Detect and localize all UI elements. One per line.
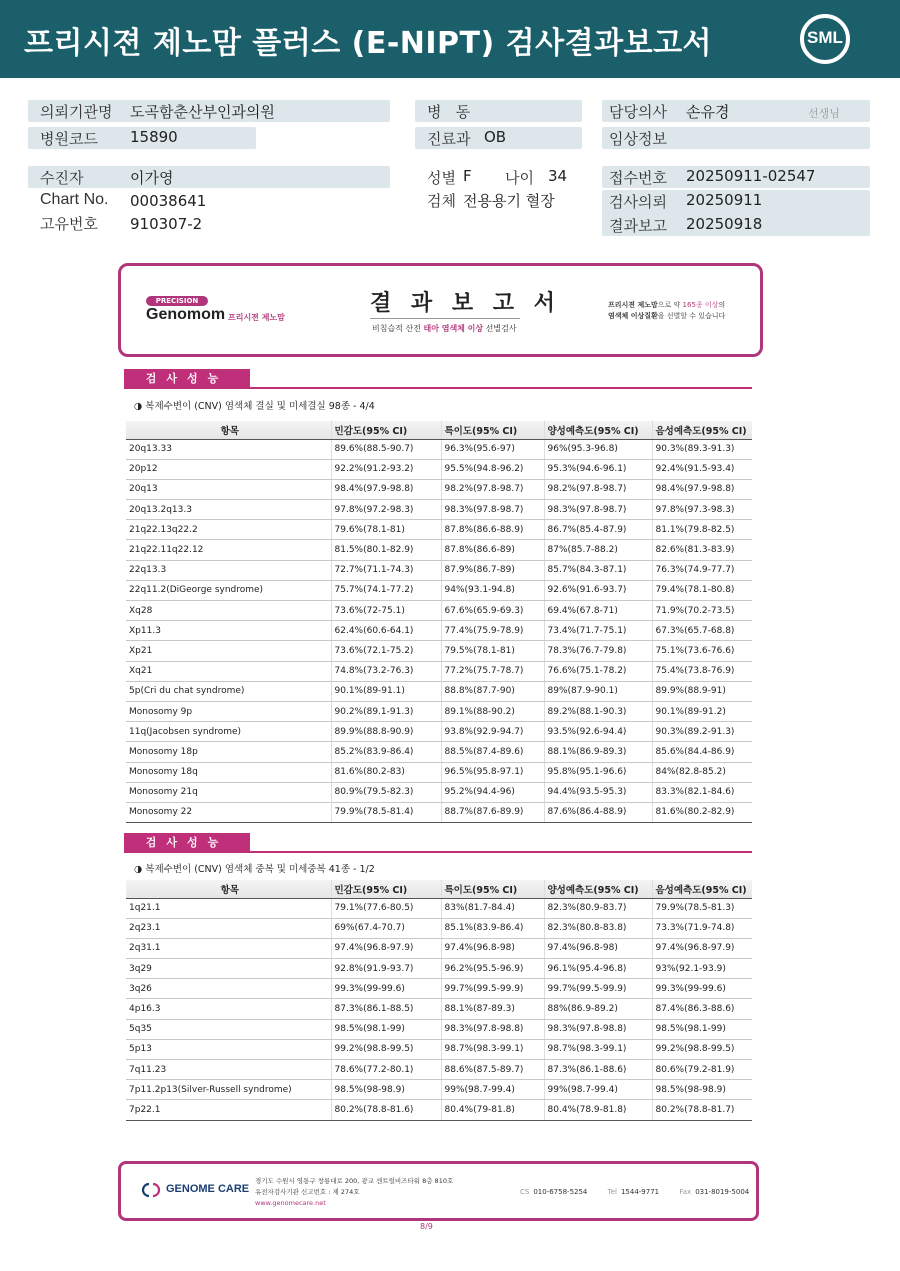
id-label: 고유번호 bbox=[40, 215, 98, 233]
note-disease: 염색체 이상질환 bbox=[608, 312, 658, 320]
cell-value: 79.1%(77.6-80.5) bbox=[331, 898, 441, 918]
cell-value: 98.2%(97.8-98.7) bbox=[441, 479, 544, 499]
cell-value: 79.9%(78.5-81.3) bbox=[652, 898, 752, 918]
cell-region: 3q29 bbox=[126, 959, 331, 979]
table-row bbox=[126, 802, 752, 822]
cell-value: 97.4%(96.8-98) bbox=[441, 938, 544, 958]
cell-region: 7q11.23 bbox=[126, 1060, 331, 1080]
duplication-performance-table bbox=[126, 880, 752, 1121]
specimen-value: 전용용기 혈장 bbox=[463, 192, 555, 210]
cell-value: 98.3%(97.8-98.7) bbox=[441, 500, 544, 520]
department-value: OB bbox=[484, 128, 507, 146]
doctor-label: 담당의사 bbox=[609, 103, 667, 121]
cell-value: 93.8%(92.9-94.7) bbox=[441, 722, 544, 742]
cell-value: 78.6%(77.2-80.1) bbox=[331, 1060, 441, 1080]
note-post: 의 bbox=[718, 301, 726, 309]
table-row bbox=[126, 601, 752, 621]
cell-region: Xq21 bbox=[126, 661, 331, 681]
cell-value: 69.4%(67.8-71) bbox=[544, 601, 652, 621]
cell-value: 92.6%(91.6-93.7) bbox=[544, 580, 652, 600]
table-row bbox=[126, 1039, 752, 1059]
cell-region: Monosomy 18q bbox=[126, 762, 331, 782]
cell-value: 96%(95.3-96.8) bbox=[544, 439, 652, 459]
cell-value: 98.7%(98.3-99.1) bbox=[441, 1039, 544, 1059]
cell-value: 81.6%(80.2-82.9) bbox=[652, 802, 752, 822]
cell-region: 21q22.11q22.12 bbox=[126, 540, 331, 560]
column-header-item: 항목 bbox=[126, 421, 331, 439]
result-date: 20250918 bbox=[686, 215, 763, 233]
table-row bbox=[126, 661, 752, 681]
section2-rule bbox=[250, 851, 752, 853]
result-label: 결과보고 bbox=[609, 217, 667, 235]
cell-value: 79.5%(78.1-81) bbox=[441, 641, 544, 661]
cell-value: 89%(87.9-90.1) bbox=[544, 681, 652, 701]
cell-value: 89.9%(88.8-90.9) bbox=[331, 722, 441, 742]
cell-value: 79.9%(78.5-81.4) bbox=[331, 802, 441, 822]
cell-value: 82.6%(81.3-83.9) bbox=[652, 540, 752, 560]
request-label: 검사의뢰 bbox=[609, 193, 667, 211]
note-mid: 으로 약 bbox=[657, 301, 683, 309]
cell-value: 80.6%(79.2-81.9) bbox=[652, 1060, 752, 1080]
cell-value: 87.8%(86.6-89) bbox=[441, 540, 544, 560]
cell-value: 83.3%(82.1-84.6) bbox=[652, 782, 752, 802]
table-row bbox=[126, 999, 752, 1019]
cell-value: 98.5%(98-98.9) bbox=[652, 1080, 752, 1100]
cell-value: 99%(98.7-99.4) bbox=[544, 1080, 652, 1100]
cell-value: 67.6%(65.9-69.3) bbox=[441, 601, 544, 621]
cell-value: 73.3%(71.9-74.8) bbox=[652, 918, 752, 938]
cell-region: Monosomy 22 bbox=[126, 802, 331, 822]
cell-value: 89.9%(88.9-91) bbox=[652, 681, 752, 701]
chart-no: 00038641 bbox=[130, 192, 207, 210]
cell-region: 1q21.1 bbox=[126, 898, 331, 918]
age-value: 34 bbox=[548, 167, 568, 185]
cell-value: 90.1%(89-91.1) bbox=[331, 681, 441, 701]
cell-value: 90.3%(89.3-91.3) bbox=[652, 439, 752, 459]
cell-region: Monosomy 18p bbox=[126, 742, 331, 762]
cs-label: CS bbox=[520, 1188, 530, 1196]
genomom-sub: 프리시젼 제노맘 bbox=[228, 313, 285, 322]
cell-value: 86.7%(85.4-87.9) bbox=[544, 520, 652, 540]
cell-value: 75.1%(73.6-76.6) bbox=[652, 641, 752, 661]
cell-value: 95.5%(94.8-96.2) bbox=[441, 459, 544, 479]
cell-value: 69%(67.4-70.7) bbox=[331, 918, 441, 938]
cell-region: 7p22.1 bbox=[126, 1100, 331, 1120]
cell-value: 82.3%(80.8-83.8) bbox=[544, 918, 652, 938]
sex-label: 성별 bbox=[427, 169, 456, 187]
cell-value: 84%(82.8-85.2) bbox=[652, 762, 752, 782]
precision-badge: PRECISION bbox=[146, 296, 208, 306]
page-number: 8/9 bbox=[420, 1222, 433, 1231]
institution-value: 도곡함춘산부인과의원 bbox=[130, 103, 275, 121]
cell-value: 94%(93.1-94.8) bbox=[441, 580, 544, 600]
cell-value: 77.4%(75.9-78.9) bbox=[441, 621, 544, 641]
cell-region: 20q13.33 bbox=[126, 439, 331, 459]
cell-region: 22q13.3 bbox=[126, 560, 331, 580]
request-date: 20250911 bbox=[686, 191, 763, 209]
section1-subtitle: ◑ 복제수변이 (CNV) 염색체 결실 및 미세결실 98종 - 4/4 bbox=[134, 401, 375, 412]
cell-value: 73.4%(71.7-75.1) bbox=[544, 621, 652, 641]
cell-value: 97.8%(97.2-98.3) bbox=[331, 500, 441, 520]
cell-value: 81.6%(80.2-83) bbox=[331, 762, 441, 782]
note-tail: 을 선별할 수 있습니다 bbox=[657, 312, 726, 320]
cell-region: 4p16.3 bbox=[126, 999, 331, 1019]
cell-value: 80.2%(78.8-81.7) bbox=[652, 1100, 752, 1120]
column-header: 음성예측도(95% CI) bbox=[652, 880, 752, 898]
table-row bbox=[126, 959, 752, 979]
table-row bbox=[126, 621, 752, 641]
table-row bbox=[126, 938, 752, 958]
column-header: 음성예측도(95% CI) bbox=[652, 421, 752, 439]
cell-value: 87.3%(86.1-88.6) bbox=[544, 1060, 652, 1080]
cell-value: 98.3%(97.8-98.8) bbox=[544, 1019, 652, 1039]
cell-value: 89.1%(88-90.2) bbox=[441, 701, 544, 721]
cell-value: 99.2%(98.8-99.5) bbox=[652, 1039, 752, 1059]
report-subtitle bbox=[372, 323, 517, 334]
cell-region: 20q13 bbox=[126, 479, 331, 499]
section2-subtitle: ◑ 복제수변이 (CNV) 염색체 중복 및 미세중복 41종 - 1/2 bbox=[134, 864, 375, 875]
cell-value: 67.3%(65.7-68.8) bbox=[652, 621, 752, 641]
fax-label: Fax bbox=[679, 1188, 692, 1196]
cell-region: 3q26 bbox=[126, 979, 331, 999]
cell-value: 80.9%(79.5-82.3) bbox=[331, 782, 441, 802]
section2-tab: 검사성능 bbox=[124, 833, 250, 853]
cell-value: 76.6%(75.1-78.2) bbox=[544, 661, 652, 681]
section1-rule bbox=[250, 387, 752, 389]
cell-value: 98.5%(98-98.9) bbox=[331, 1080, 441, 1100]
footer-license: 유전자검사기관 신고번호 : 제 274호 bbox=[255, 1188, 360, 1196]
cell-value: 88.1%(86.9-89.3) bbox=[544, 742, 652, 762]
receipt-label: 접수번호 bbox=[609, 169, 667, 187]
table-row bbox=[126, 1100, 752, 1120]
cell-value: 85.2%(83.9-86.4) bbox=[331, 742, 441, 762]
cell-region: 2q23.1 bbox=[126, 918, 331, 938]
table-row bbox=[126, 742, 752, 762]
cell-value: 87.4%(86.3-88.6) bbox=[652, 999, 752, 1019]
cell-region: Monosomy 9p bbox=[126, 701, 331, 721]
cell-value: 89.6%(88.5-90.7) bbox=[331, 439, 441, 459]
cell-value: 81.5%(80.1-82.9) bbox=[331, 540, 441, 560]
footer-contacts bbox=[520, 1188, 749, 1196]
cell-value: 79.6%(78.1-81) bbox=[331, 520, 441, 540]
subtitle-highlight: 태아 염색체 이상 bbox=[423, 324, 484, 333]
cell-value: 88.5%(87.4-89.6) bbox=[441, 742, 544, 762]
column-header: 민감도(95% CI) bbox=[331, 421, 441, 439]
cell-value: 99.3%(99-99.6) bbox=[652, 979, 752, 999]
cell-value: 99.7%(99.5-99.9) bbox=[441, 979, 544, 999]
cell-value: 85.1%(83.9-86.4) bbox=[441, 918, 544, 938]
cell-value: 98.2%(97.8-98.7) bbox=[544, 479, 652, 499]
cell-value: 96.2%(95.5-96.9) bbox=[441, 959, 544, 979]
section1-tab: 검사성능 bbox=[124, 369, 250, 389]
cell-value: 98.4%(97.9-98.8) bbox=[652, 479, 752, 499]
cell-value: 73.6%(72.1-75.2) bbox=[331, 641, 441, 661]
cell-region: Xp21 bbox=[126, 641, 331, 661]
cell-value: 92.2%(91.2-93.2) bbox=[331, 459, 441, 479]
cell-value: 72.7%(71.1-74.3) bbox=[331, 560, 441, 580]
cell-value: 95.8%(95.1-96.6) bbox=[544, 762, 652, 782]
cell-value: 97.4%(96.8-97.9) bbox=[331, 938, 441, 958]
deletion-performance-table bbox=[126, 421, 752, 823]
table-header-row bbox=[126, 880, 752, 898]
cell-region: 21q22.13q22.2 bbox=[126, 520, 331, 540]
banner-note bbox=[608, 300, 725, 322]
patient-name: 이가영 bbox=[130, 169, 174, 187]
footer-address-block bbox=[255, 1176, 453, 1209]
cell-value: 88%(86.9-89.2) bbox=[544, 999, 652, 1019]
column-header-item: 항목 bbox=[126, 880, 331, 898]
clinical-label: 임상정보 bbox=[609, 130, 667, 148]
cell-region: 5p(Cri du chat syndrome) bbox=[126, 681, 331, 701]
cell-region: 11q(Jacobsen syndrome) bbox=[126, 722, 331, 742]
cell-value: 92.8%(91.9-93.7) bbox=[331, 959, 441, 979]
cell-value: 94.4%(93.5-95.3) bbox=[544, 782, 652, 802]
report-header bbox=[0, 0, 900, 78]
cell-region: 7p11.2p13(Silver-Russell syndrome) bbox=[126, 1080, 331, 1100]
ward-label: 병 동 bbox=[427, 103, 471, 121]
table-row bbox=[126, 580, 752, 600]
cell-region: 22q11.2(DiGeorge syndrome) bbox=[126, 580, 331, 600]
cell-value: 98.7%(98.3-99.1) bbox=[544, 1039, 652, 1059]
specimen-label: 검체 bbox=[427, 192, 456, 210]
cell-value: 92.4%(91.5-93.4) bbox=[652, 459, 752, 479]
department-label: 진료과 bbox=[427, 130, 471, 148]
chart-label: Chart No. bbox=[40, 191, 109, 208]
page-title: 프리시젼 제노맘 플러스 (E-NIPT) 검사결과보고서 bbox=[24, 26, 713, 61]
cell-value: 99%(98.7-99.4) bbox=[441, 1080, 544, 1100]
cell-value: 97.4%(96.8-98) bbox=[544, 938, 652, 958]
column-header: 양성예측도(95% CI) bbox=[544, 880, 652, 898]
cell-value: 99.2%(98.8-99.5) bbox=[331, 1039, 441, 1059]
cell-region: 2q31.1 bbox=[126, 938, 331, 958]
cell-value: 80.4%(79-81.8) bbox=[441, 1100, 544, 1120]
cell-value: 75.7%(74.1-77.2) bbox=[331, 580, 441, 600]
hospital-code-value: 15890 bbox=[130, 128, 178, 146]
cell-value: 93%(92.1-93.9) bbox=[652, 959, 752, 979]
table-row bbox=[126, 722, 752, 742]
doctor-value: 손유경 bbox=[686, 103, 730, 121]
age-label: 나이 bbox=[505, 169, 534, 187]
cell-value: 95.2%(94.4-96) bbox=[441, 782, 544, 802]
cell-value: 80.4%(78.9-81.8) bbox=[544, 1100, 652, 1120]
cell-value: 98.3%(97.8-98.7) bbox=[544, 500, 652, 520]
cell-value: 81.1%(79.8-82.5) bbox=[652, 520, 752, 540]
hospital-code-label: 병원코드 bbox=[40, 130, 98, 148]
column-header: 양성예측도(95% CI) bbox=[544, 421, 652, 439]
table-row bbox=[126, 439, 752, 459]
cell-value: 87.8%(86.6-88.9) bbox=[441, 520, 544, 540]
cell-value: 97.8%(97.3-98.3) bbox=[652, 500, 752, 520]
footer-address: 경기도 수원시 영통구 창룡대로 200, 광교 센트럴비즈타워 8층 810호 bbox=[255, 1177, 454, 1185]
cell-value: 87.3%(86.1-88.5) bbox=[331, 999, 441, 1019]
cell-value: 98.5%(98.1-99) bbox=[331, 1019, 441, 1039]
cell-value: 96.5%(95.8-97.1) bbox=[441, 762, 544, 782]
cell-value: 98.3%(97.8-98.8) bbox=[441, 1019, 544, 1039]
cell-value: 99.3%(99-99.6) bbox=[331, 979, 441, 999]
table-row bbox=[126, 898, 752, 918]
cell-value: 79.4%(78.1-80.8) bbox=[652, 580, 752, 600]
note-highlight: 165종 이상 bbox=[682, 301, 719, 309]
cell-value: 90.1%(89-91.2) bbox=[652, 701, 752, 721]
column-header: 특이도(95% CI) bbox=[441, 421, 544, 439]
cell-value: 98.5%(98.1-99) bbox=[652, 1019, 752, 1039]
table-row bbox=[126, 1080, 752, 1100]
cell-region: 20p12 bbox=[126, 459, 331, 479]
cell-value: 89.2%(88.1-90.3) bbox=[544, 701, 652, 721]
genome-care-logo-icon bbox=[140, 1182, 162, 1198]
cell-value: 98.4%(97.9-98.8) bbox=[331, 479, 441, 499]
genomom-logo: Genomom bbox=[146, 306, 226, 323]
id-no: 910307-2 bbox=[130, 215, 203, 233]
cell-value: 96.1%(95.4-96.8) bbox=[544, 959, 652, 979]
cell-value: 96.3%(95.6-97) bbox=[441, 439, 544, 459]
receipt-no: 20250911-02547 bbox=[686, 167, 816, 185]
table-row bbox=[126, 560, 752, 580]
cs-number: 010-6758-5254 bbox=[533, 1188, 588, 1196]
column-header: 민감도(95% CI) bbox=[331, 880, 441, 898]
tel-number: 1544-9771 bbox=[620, 1188, 660, 1196]
table-row bbox=[126, 540, 752, 560]
doctor-suffix: 선생님 bbox=[808, 107, 840, 120]
cell-value: 74.8%(73.2-76.3) bbox=[331, 661, 441, 681]
table-row bbox=[126, 782, 752, 802]
column-header: 특이도(95% CI) bbox=[441, 880, 544, 898]
institution-label: 의뢰기관명 bbox=[40, 103, 113, 121]
table-row bbox=[126, 918, 752, 938]
cell-value: 77.2%(75.7-78.7) bbox=[441, 661, 544, 681]
table-row bbox=[126, 762, 752, 782]
table-row bbox=[126, 701, 752, 721]
sml-logo-icon bbox=[800, 14, 850, 64]
cell-region: 5p13 bbox=[126, 1039, 331, 1059]
table-row bbox=[126, 1060, 752, 1080]
table-row bbox=[126, 681, 752, 701]
cell-region: 5q35 bbox=[126, 1019, 331, 1039]
sex-value: F bbox=[463, 167, 472, 185]
table-row bbox=[126, 979, 752, 999]
fax-number: 031-8019-5004 bbox=[695, 1188, 750, 1196]
genome-care-brand: GENOME CARE bbox=[166, 1183, 250, 1195]
cell-value: 85.7%(84.3-87.1) bbox=[544, 560, 652, 580]
cell-value: 90.3%(89.2-91.3) bbox=[652, 722, 752, 742]
cell-value: 73.6%(72-75.1) bbox=[331, 601, 441, 621]
table-row bbox=[126, 641, 752, 661]
cell-value: 93.5%(92.6-94.4) bbox=[544, 722, 652, 742]
subtitle-post: 선별검사 bbox=[483, 324, 517, 333]
cell-value: 97.4%(96.8-97.9) bbox=[652, 938, 752, 958]
cell-value: 88.8%(87.7-90) bbox=[441, 681, 544, 701]
cell-value: 71.9%(70.2-73.5) bbox=[652, 601, 752, 621]
footer-url[interactable]: www.genomecare.net bbox=[255, 1199, 326, 1207]
table-row bbox=[126, 479, 752, 499]
table-row bbox=[126, 1019, 752, 1039]
table-row bbox=[126, 500, 752, 520]
logo-text: SML bbox=[807, 28, 843, 47]
title-divider bbox=[370, 318, 520, 319]
cell-value: 80.2%(78.8-81.6) bbox=[331, 1100, 441, 1120]
cell-value: 62.4%(60.6-64.1) bbox=[331, 621, 441, 641]
table-row bbox=[126, 459, 752, 479]
cell-value: 75.4%(73.8-76.9) bbox=[652, 661, 752, 681]
tel-label: Tel bbox=[607, 1188, 617, 1196]
cell-value: 88.1%(87-89.3) bbox=[441, 999, 544, 1019]
table-header-row bbox=[126, 421, 752, 439]
cell-value: 88.6%(87.5-89.7) bbox=[441, 1060, 544, 1080]
cell-value: 85.6%(84.4-86.9) bbox=[652, 742, 752, 762]
cell-value: 88.7%(87.6-89.9) bbox=[441, 802, 544, 822]
table-row bbox=[126, 520, 752, 540]
cell-value: 87.6%(86.4-88.9) bbox=[544, 802, 652, 822]
cell-value: 99.7%(99.5-99.9) bbox=[544, 979, 652, 999]
cell-value: 87.9%(86.7-89) bbox=[441, 560, 544, 580]
cell-value: 95.3%(94.6-96.1) bbox=[544, 459, 652, 479]
subtitle-pre: 비침습적 산전 bbox=[372, 324, 424, 333]
cell-region: Monosomy 21q bbox=[126, 782, 331, 802]
cell-value: 82.3%(80.9-83.7) bbox=[544, 898, 652, 918]
report-title: 결 과 보 고 서 bbox=[370, 291, 561, 316]
cell-region: Xq28 bbox=[126, 601, 331, 621]
patient-label: 수진자 bbox=[40, 169, 84, 187]
cell-value: 76.3%(74.9-77.7) bbox=[652, 560, 752, 580]
cell-value: 87%(85.7-88.2) bbox=[544, 540, 652, 560]
cell-region: Xp11.3 bbox=[126, 621, 331, 641]
cell-value: 78.3%(76.7-79.8) bbox=[544, 641, 652, 661]
cell-value: 83%(81.7-84.4) bbox=[441, 898, 544, 918]
note-brand: 프리시젼 제노맘 bbox=[608, 301, 658, 309]
cell-region: 20q13.2q13.3 bbox=[126, 500, 331, 520]
cell-value: 90.2%(89.1-91.3) bbox=[331, 701, 441, 721]
